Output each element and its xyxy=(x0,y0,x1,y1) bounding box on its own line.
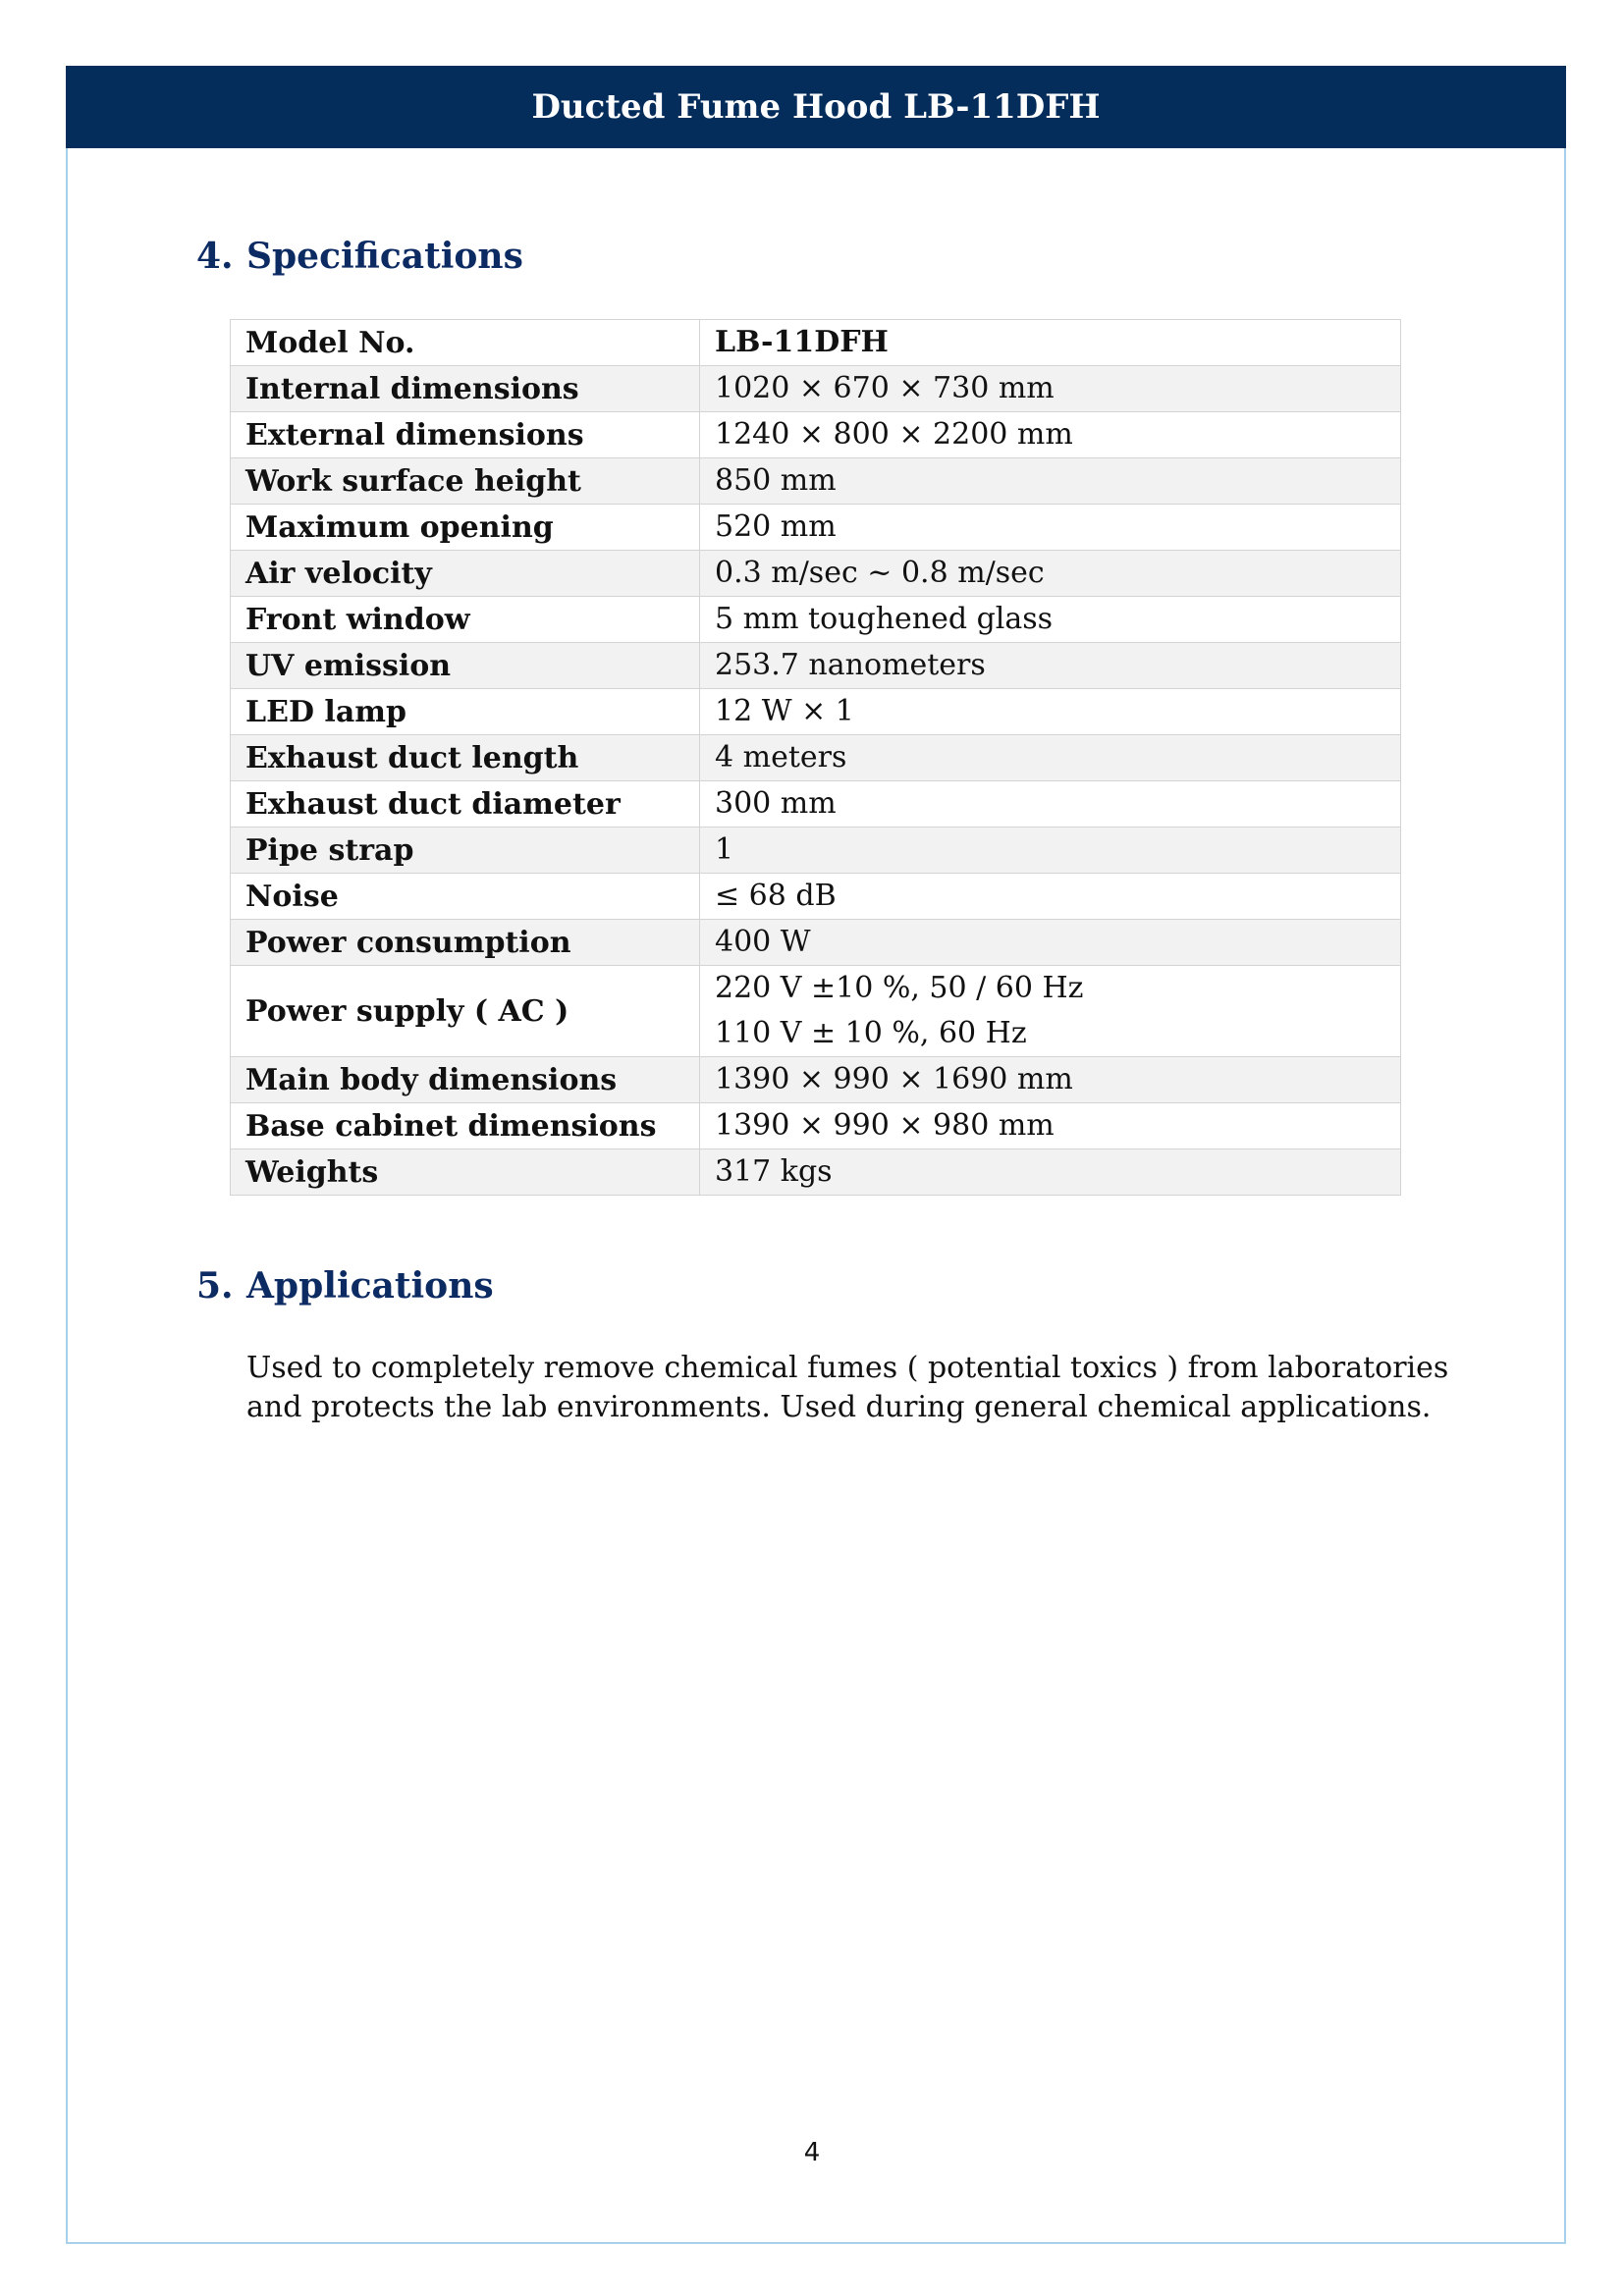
spec-value-line: 1390 × 990 × 980 mm xyxy=(715,1108,1055,1143)
table-row xyxy=(231,735,1401,781)
spec-value xyxy=(700,505,1401,551)
table-row xyxy=(231,781,1401,828)
spec-label: Front window xyxy=(231,597,700,643)
spec-value xyxy=(700,966,1401,1057)
spec-value xyxy=(700,412,1401,458)
section-title: Applications xyxy=(246,1265,494,1307)
table-row xyxy=(231,412,1401,458)
spec-value-line: 253.7 nanometers xyxy=(715,648,986,682)
spec-value-line: 4 meters xyxy=(715,740,847,774)
spec-label: LED lamp xyxy=(231,689,700,735)
spec-value xyxy=(700,320,1401,366)
page-number: 4 xyxy=(803,2138,821,2167)
spec-label: External dimensions xyxy=(231,412,700,458)
spec-value xyxy=(700,689,1401,735)
spec-label: Work surface height xyxy=(231,458,700,505)
spec-value xyxy=(700,920,1401,966)
specifications-table xyxy=(230,319,1401,1196)
spec-value-line: LB-11DFH xyxy=(715,325,889,359)
spec-value xyxy=(700,597,1401,643)
spec-value xyxy=(700,781,1401,828)
spec-value-line: 1 xyxy=(715,832,734,867)
spec-label: Maximum opening xyxy=(231,505,700,551)
table-row xyxy=(231,828,1401,874)
spec-value xyxy=(700,1149,1401,1196)
table-row xyxy=(231,320,1401,366)
spec-label: Exhaust duct length xyxy=(231,735,700,781)
section-number: 5. xyxy=(196,1265,234,1307)
spec-label: Power consumption xyxy=(231,920,700,966)
applications-heading xyxy=(196,1265,494,1307)
spec-label: Model No. xyxy=(231,320,700,366)
spec-value-line: 0.3 m/sec ~ 0.8 m/sec xyxy=(715,556,1045,590)
table-row xyxy=(231,966,1401,1057)
spec-value-line: 400 W xyxy=(715,925,811,959)
spec-value xyxy=(700,735,1401,781)
spec-value xyxy=(700,551,1401,597)
spec-value xyxy=(700,643,1401,689)
spec-value-line: 12 W × 1 xyxy=(715,694,854,728)
spec-value-line: 520 mm xyxy=(715,509,837,544)
table-row xyxy=(231,366,1401,412)
spec-value xyxy=(700,366,1401,412)
table-row xyxy=(231,551,1401,597)
spec-value xyxy=(700,1057,1401,1103)
spec-value-line: 1240 × 800 × 2200 mm xyxy=(715,417,1073,452)
spec-value xyxy=(700,874,1401,920)
spec-value-line: 220 V ±10 %, 50 / 60 Hz xyxy=(715,971,1084,1005)
table-row xyxy=(231,505,1401,551)
spec-label: UV emission xyxy=(231,643,700,689)
table-row xyxy=(231,643,1401,689)
table-row xyxy=(231,458,1401,505)
spec-value xyxy=(700,828,1401,874)
table-row xyxy=(231,920,1401,966)
spec-label: Power supply ( AC ) xyxy=(231,966,700,1057)
spec-value-line: 300 mm xyxy=(715,786,837,821)
spec-label: Internal dimensions xyxy=(231,366,700,412)
document-title: Ducted Fume Hood LB-11DFH xyxy=(531,87,1101,127)
spec-value-line: 850 mm xyxy=(715,463,837,498)
spec-value xyxy=(700,1103,1401,1149)
spec-label: Base cabinet dimensions xyxy=(231,1103,700,1149)
spec-value xyxy=(700,458,1401,505)
specifications-heading xyxy=(196,236,523,277)
table-row xyxy=(231,874,1401,920)
table-row xyxy=(231,1057,1401,1103)
spec-value-line: 317 kgs xyxy=(715,1154,833,1189)
table-row xyxy=(231,1103,1401,1149)
spec-value-line: 110 V ± 10 %, 60 Hz xyxy=(715,1016,1027,1050)
table-row xyxy=(231,1149,1401,1196)
spec-label: Air velocity xyxy=(231,551,700,597)
spec-label: Weights xyxy=(231,1149,700,1196)
spec-label: Exhaust duct diameter xyxy=(231,781,700,828)
table-row xyxy=(231,689,1401,735)
spec-value-line: 1020 × 670 × 730 mm xyxy=(715,371,1055,405)
table-row xyxy=(231,597,1401,643)
spec-label: Pipe strap xyxy=(231,828,700,874)
section-number: 4. xyxy=(196,236,234,277)
spec-label: Main body dimensions xyxy=(231,1057,700,1103)
spec-value-line: 5 mm toughened glass xyxy=(715,602,1054,636)
spec-label: Noise xyxy=(231,874,700,920)
applications-text: Used to completely remove chemical fumes ( potential toxics ) from laboratories and protects the lab environments. Used during general chemical applications. xyxy=(246,1351,1449,1424)
section-title: Specifications xyxy=(246,236,523,277)
document-header xyxy=(66,66,1566,148)
spec-value-line: 1390 × 990 × 1690 mm xyxy=(715,1062,1073,1096)
spec-value-line: ≤ 68 dB xyxy=(715,879,837,913)
